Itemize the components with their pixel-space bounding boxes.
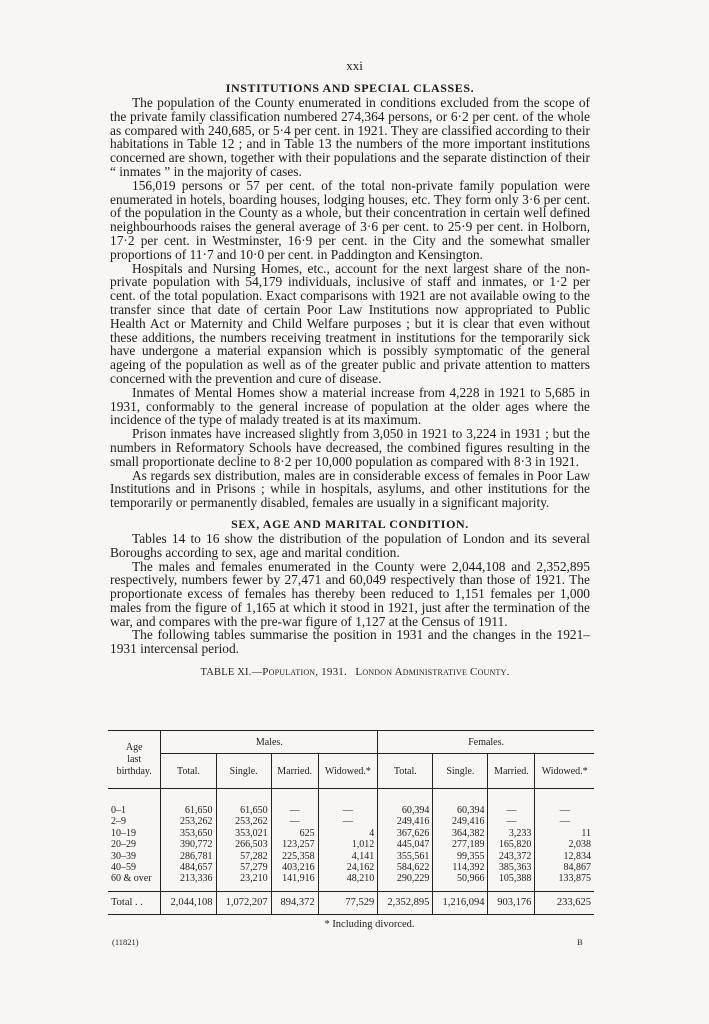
table-cell: 445,047 [378, 839, 433, 850]
table-cell: 61,650 [216, 805, 271, 816]
table-cell: 99,355 [433, 851, 488, 862]
table-cell: 625 [271, 828, 318, 839]
table-cell: 364,382 [433, 828, 488, 839]
age-cell: 20–29 [108, 839, 161, 850]
table-cell: 105,388 [488, 873, 535, 884]
table-cell: — [559, 805, 570, 816]
table-cell: — [559, 816, 570, 828]
table-cell: 133,875 [558, 873, 591, 885]
paragraph: The following tables summarise the position in 1931 and the changes in the 1921–1931 intercensal period. [110, 627, 590, 657]
page-number: xxi [346, 58, 363, 73]
table-cell: 353,650 [161, 828, 216, 839]
table-cell: 353,021 [216, 828, 271, 839]
table-row [108, 816, 594, 827]
page-body [110, 80, 590, 678]
total-cell: 1,216,094 [433, 891, 488, 914]
table-cell: 141,916 [271, 873, 318, 884]
table-cell: — [488, 816, 535, 827]
table-cell: 2,038 [568, 839, 591, 851]
table-cell: — [488, 805, 535, 816]
total-label: Total . . [108, 891, 161, 914]
table-cell: 48,210 [318, 873, 378, 884]
section-heading-institutions: INSTITUTIONS AND SPECIAL CLASSES. [225, 81, 475, 95]
table-cell: 290,229 [378, 873, 433, 884]
print-code: (11821) [112, 937, 139, 947]
table-cell: 213,336 [161, 873, 216, 884]
table-title-number: TABLE XI.— [200, 667, 263, 679]
column-header: Widowed.* [318, 754, 378, 789]
table-cell: 165,820 [488, 839, 535, 850]
table-cell: 390,772 [161, 839, 216, 850]
age-cell: 40–59 [108, 862, 161, 873]
table-cell: 3,233 [488, 828, 535, 839]
table-cell: 367,626 [378, 828, 433, 839]
table-cell: 61,650 [161, 805, 216, 816]
paragraph: Tables 14 to 16 show the distribution of the population of London and its several Boroughs according to sex, age and marital condition. [110, 530, 590, 560]
table-cell: 23,210 [216, 873, 271, 884]
table-cell: 385,363 [488, 862, 535, 873]
paragraph: As regards sex distribution, males are in considerable excess of females in Poor Law Institutions and in Prisons ; while in hospitals, asylums, and other institutions for the temporarily or permanently disabled, females are usually in a significant majority. [110, 467, 590, 511]
table-cell: 123,257 [271, 839, 318, 850]
table-cell: 403,216 [271, 862, 318, 873]
table-title-population: Population, 1931. [262, 666, 347, 679]
column-header: Total. [161, 754, 216, 789]
total-cell: 903,176 [488, 891, 535, 914]
column-header: Married. [271, 754, 318, 789]
table-cell: 355,561 [378, 851, 433, 862]
total-cell: 77,529 [318, 891, 378, 914]
table-cell: — [318, 816, 378, 827]
total-cell: 233,625 [535, 891, 594, 914]
table-row [108, 828, 594, 839]
column-header: Widowed.* [535, 754, 594, 789]
age-column-header: Age last birthday. [108, 731, 161, 789]
table-cell: 243,372 [488, 851, 535, 862]
section-heading-sex-age: SEX, AGE AND MARITAL CONDITION. [231, 516, 469, 531]
table-title [110, 666, 590, 678]
table-cell: 253,262 [216, 816, 271, 827]
age-cell: 30–39 [108, 851, 161, 862]
table-cell: 249,416 [433, 816, 488, 827]
paragraph: 156,019 persons or 57 per cent. of the total non-private family population were enumerated in hotels, boarding houses, lodging houses, etc. They form only 3·6 per cent. of the population in the County as a whole, but their concentration in certain well defined neighbourhoods raises the general average of 3·6 per cent. to 25·9 per cent. in Holborn, 17·2 per cent. in Westminster, 16·9 per cent. in the City and the somewhat smaller proportions of 11·7 and 10·0 per cent. in Paddington and Kensington. [110, 177, 590, 262]
table-cell: 277,189 [433, 839, 488, 850]
females-group-header: Females. [378, 731, 594, 754]
paragraph: Prison inmates have increased slightly from 3,050 in 1921 to 3,224 in 1931 ; but the numbers in Reformatory Schools have decreased, the combined figures resulting in the small proportionate decline to 8·2 per 10,000 population as compared with 8·3 in 1921. [110, 426, 590, 469]
table-cell: 60,394 [433, 805, 488, 816]
table-footnote: * Including divorced. [324, 919, 415, 930]
table-row [108, 805, 594, 816]
total-cell: 2,352,895 [378, 891, 433, 914]
age-cell: 10–19 [108, 828, 161, 839]
column-header: Single. [216, 754, 271, 789]
column-header: Married. [488, 754, 535, 789]
paragraph: Hospitals and Nursing Homes, etc., account for the next largest share of the non-private population with 54,179 individuals, inclusive of staff and inmates, or 1·2 per cent. of the total population. Exact comparisons with 1921 are not available owing to the transfer since that date of certain Poor Law Institutions now appropriated to Public Health Act or Maternity and Child Welfare purposes ; but it is clear that even without these additions, the numbers receiving treatment in institutions for the temporarily sick have undergone a material expansion which is possibly symptomatic of the general ageing of the population as well as of the greater public and private attention to matters concerned with the prevention and cure of disease. [110, 260, 590, 386]
table-cell: 11 [581, 827, 591, 839]
table-cell: 266,503 [216, 839, 271, 850]
column-header: Total. [378, 754, 433, 789]
paragraph: The males and females enumerated in the County were 2,044,108 and 2,352,895 respectively, numbers fewer by 27,471 and 60,049 respectively than those of 1921. The proportionate excess of females has thereby been reduced to 1,151 females per 1,000 males from the figure of 1,165 at which it stood in 1921, just after the termination of the war, and compares with the pre-war figure of 1,127 at the Census of 1911. [110, 558, 590, 629]
table-cell: 1,012 [318, 839, 378, 850]
table-cell: 12,834 [563, 850, 591, 862]
total-row [108, 891, 594, 914]
table-cell: 60,394 [378, 805, 433, 816]
table-title-county: London Administrative County. [355, 666, 510, 679]
age-cell: 2–9 [108, 816, 161, 827]
table-cell: 4 [318, 828, 378, 839]
age-cell: 0–1 [108, 805, 161, 816]
table-cell: 286,781 [161, 851, 216, 862]
signature-mark: B [577, 937, 583, 947]
population-table [108, 730, 594, 915]
table-cell: 253,262 [161, 816, 216, 827]
table-cell: 225,358 [271, 851, 318, 862]
table-cell: 84,867 [563, 862, 591, 874]
table-row [108, 839, 594, 850]
total-cell: 1,072,207 [216, 891, 271, 914]
males-group-header: Males. [161, 731, 378, 754]
total-cell: 894,372 [271, 891, 318, 914]
table-row [108, 851, 594, 862]
table-row [108, 873, 594, 884]
table-cell: — [271, 805, 318, 816]
age-cell: 60 & over [108, 873, 161, 884]
table-row [108, 862, 594, 873]
table-cell: — [271, 816, 318, 827]
table-cell: 249,416 [378, 816, 433, 827]
table-cell: 114,392 [433, 862, 488, 873]
table-cell: 57,279 [216, 862, 271, 873]
table-cell: 584,622 [378, 862, 433, 873]
table-cell: 24,162 [318, 862, 378, 873]
paragraph: The population of the County enumerated in conditions excluded from the scope of the private family classification numbered 274,364 persons, or 6·2 per cent. of the whole as compared with 240,685, or 5·4 per cent. in 1921. They are classified according to their habitations in Table 12 ; and in Table 13 the numbers of the more important institutions concerned are shown, together with their populations and the separate distinction of their “ inmates ” in the majority of cases. [110, 95, 590, 179]
column-header: Single. [433, 754, 488, 789]
table-cell: — [318, 805, 378, 816]
total-cell: 2,044,108 [161, 891, 216, 914]
table-cell: 50,966 [433, 873, 488, 884]
paragraph: Inmates of Mental Homes show a material increase from 4,228 in 1921 to 5,685 in 1931, conformably to the general increase of population at the older ages where the incidence of the type of malady treated is at its maximum. [110, 384, 590, 428]
table-cell: 57,282 [216, 851, 271, 862]
table-cell: 4,141 [318, 851, 378, 862]
table-cell: 484,657 [161, 862, 216, 873]
